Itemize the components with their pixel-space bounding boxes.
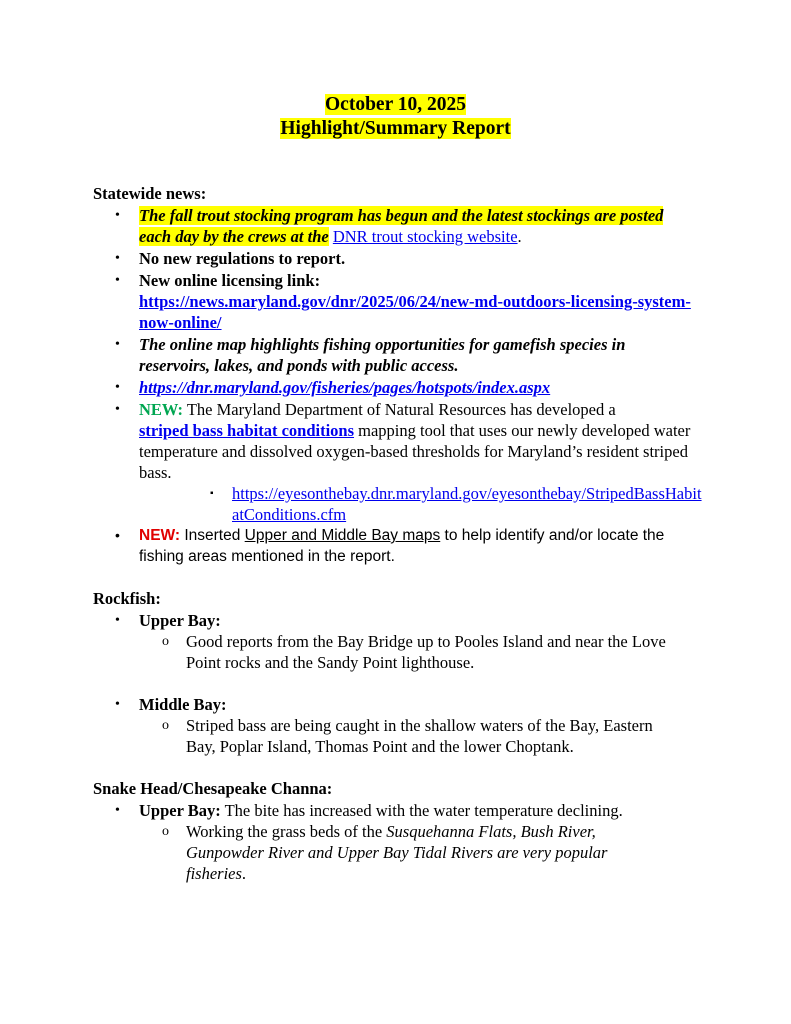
rockfish-region-upper-bay: • Upper Bay: (115, 611, 221, 630)
licensing-link[interactable]: https://news.maryland.gov/dnr/2025/06/24/new-md-outdoors-licensing-system-now-online/ (139, 292, 691, 332)
hotspots-link[interactable]: https://dnr.maryland.gov/fisheries/pages/hotspots/index.aspx (139, 378, 551, 397)
statewide-heading: Statewide news: (93, 184, 207, 203)
statewide-item-hotspots (115, 377, 699, 398)
bullet-icon: • (115, 402, 120, 417)
bullet-icon: • (115, 527, 120, 543)
rockfish-heading: Rockfish: (93, 589, 161, 608)
rockfish-region-middle-bay: • Middle Bay: (115, 695, 227, 714)
circle-bullet-icon: o (162, 634, 169, 649)
circle-bullet-icon: o (162, 718, 169, 733)
bullet-icon: • (115, 251, 120, 266)
trout-stocking-link[interactable]: DNR trout stocking website (332, 227, 518, 246)
statewide-item-regulations: • No new regulations to report. (115, 249, 346, 268)
bullet-icon: • (115, 208, 120, 223)
report-date: October 10, 2025 (325, 94, 466, 115)
statewide-item-trout: • The fall trout stocking program has begun and the latest stockings are posted each day by the crews at the DNR trout stocking website. (115, 206, 664, 246)
bullet-icon: • (115, 613, 120, 628)
striped-bass-habitat-link[interactable]: striped bass habitat conditions (139, 421, 355, 440)
striped-bass-url-item (210, 483, 702, 525)
bullet-icon: • (115, 273, 120, 288)
circle-bullet-icon: o (162, 824, 169, 839)
bay-maps-link[interactable]: Upper and Middle Bay maps (244, 527, 441, 544)
statewide-item-striped-bass-tool: • NEW: The Maryland Department of Natural Resources has developed a striped bass habitat conditions mapping tool that uses our newly developed water temperature and dissolved oxygen-based thresholds for Maryland’s resident striped bass. (115, 400, 691, 482)
new-badge: NEW: (139, 400, 184, 419)
statewide-item-licensing: • New online licensing link: https://news.maryland.gov/dnr/2025/06/24/new-md-outdoors-licensing-system-now-online/ (115, 271, 691, 332)
report-title: Highlight/Summary Report (280, 118, 511, 139)
statewide-item-online-map: • The online map highlights fishing opportunities for gamefish species in reservoirs, lakes, and ponds with public access. (115, 335, 626, 375)
bullet-icon: • (115, 380, 120, 395)
bullet-icon: • (115, 697, 120, 712)
rockfish-upper-bay-note: o Good reports from the Bay Bridge up to Pooles Island and near the Love Point rocks and the Sandy Point lighthouse. (162, 632, 666, 672)
rockfish-middle-bay-note: o Striped bass are being caught in the shallow waters of the Bay, Eastern Bay, Poplar Island, Thomas Point and the lower Choptank. (162, 716, 653, 756)
bullet-icon: • (115, 803, 120, 818)
statewide-item-maps: • NEW: Inserted Upper and Middle Bay maps to help identify and/or locate the fishing areas mentioned in the report. (115, 527, 665, 565)
snakehead-region-upper-bay: • Upper Bay: The bite has increased with the water temperature declining. (115, 801, 623, 820)
new-badge: NEW: (139, 527, 181, 544)
snakehead-heading: Snake Head/Chesapeake Channa: (93, 779, 333, 798)
bullet-icon: • (115, 337, 120, 352)
snakehead-upper-bay-note: o Working the grass beds of the Susquehanna Flats, Bush River, Gunpowder River and Upper Bay Tidal Rivers are very popular fisheries. (162, 822, 608, 883)
square-bullet-icon: ▪ (210, 488, 214, 499)
eyes-on-the-bay-link[interactable]: https://eyesonthebay.dnr.maryland.gov/eyesonthebay/StripedBassHabitatConditions.cfm (232, 484, 702, 524)
